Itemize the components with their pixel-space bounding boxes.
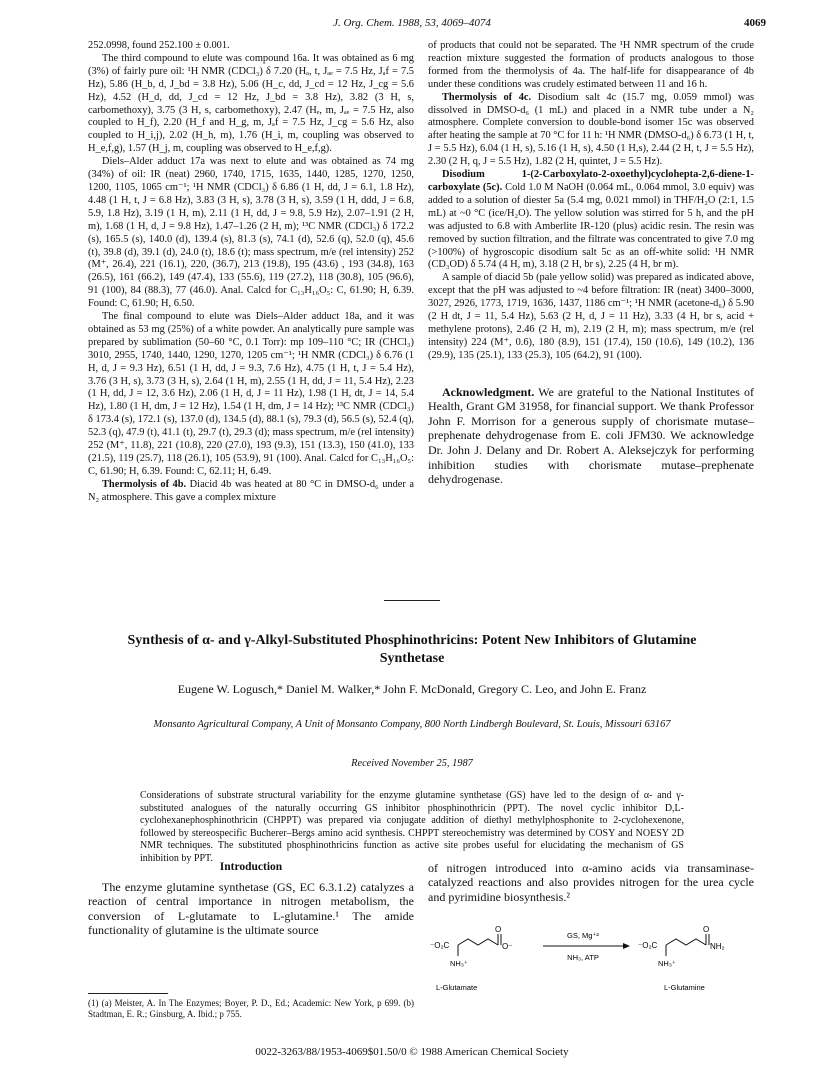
glutamate-ammonium-label: NH₃⁺: [450, 959, 468, 968]
glutamine-amide-label: NH₂: [710, 942, 725, 951]
paragraph: of nitrogen introduced into α-amino acids via transaminase-catalyzed reactions and also provides nitrogen for the urea cycle and pyrimidine biosynthesis.²: [428, 861, 754, 904]
glutamate-carboxylate-label: ⁻O₂C: [430, 941, 450, 950]
article-affiliation: Monsanto Agricultural Company, A Unit of Monsanto Company, 800 North Lindbergh Boulevard, St. Louis, Missouri 63167: [153, 719, 671, 730]
glutamine-label: L-Glutamine: [664, 983, 705, 992]
paragraph-thermolysis-4c: [428, 92, 754, 169]
left-column: [88, 40, 414, 505]
reagent-above-arrow: GS, Mg⁺²: [567, 931, 599, 940]
glutamine-carboxylate-label: ⁻O₂C: [638, 941, 658, 950]
right-column: [428, 40, 754, 487]
paragraph-disodium: [428, 169, 754, 272]
journal-citation: J. Org. Chem. 1988, 53, 4069–4074: [333, 17, 491, 29]
run-in-heading: Acknowledgment.: [442, 384, 535, 399]
paragraph: Diels–Alder adduct 17a was next to elute and was obtained as 74 mg (34%) of oil: IR (neat) 2960, 1740, 1715, 1635, 1440, 1285, 1270, 1250, 1200, 1105, 1065 cm⁻¹; ¹H NMR (CDCl₃) δ 6.86 (1 H, dd, J = 6.1, 1.8 Hz), 4.48 (1 H, t, J = 6.8 Hz), 3.83 (3 H, s), 3.78 (3 H, s), 3.59 (1 H, ddd, J = 6.8, 5.9, 1.8 Hz), 3.19 (1 H, m), 2.11 (1 H, dd, J = 9.8, 5.9 Hz), 2.07–1.91 (2 H, m), 1.68 (1 H, d, J = 9.8 Hz), 1.47–1.26 (2 H, m); ¹³C NMR (CDCl₃) δ 172.2 (s), 165.5 (s), 140.0 (d), 139.4 (s), 81.3 (s), 74.1 (d), 52.6 (q), 52.0 (q), 45.6 (t), 39.8 (d), 39.1 (d), 24.0 (t), 18.6 (t); mass spectrum, m/e (rel intensity) 252 (M⁺, 26.4), 221 (16.1), 220, (36.7), 213 (19.8), 195 (43.6) , 193 (34.8), 163 (26.5), 161 (66.2), 149 (47.4), 133 (55.6), 119 (27.2), 118 (30.8), 105 (96.6), 91 (100), 84 (88.3), 77 (46.0). Anal. Calcd for C₁₃H₁₆O₅: C, 61.90; H, 6.39. Found: C, 61.90; H, 6.50.: [88, 156, 414, 310]
received-date: Received November 25, 1987: [351, 758, 473, 769]
glutamate-oxygen-label: O: [495, 925, 502, 934]
paragraph: The third compound to elute was compound 16a. It was obtained as 6 mg (3%) of fairly pure oil: ¹H NMR (CDCl₃) δ 7.20 (Hₐ, t, Jₐₑ = 7.5 Hz, Jₐf = 7.5 Hz), 5.86 (H_b, d, J_bd = 3.8 Hz), 5.06 (H_c, dd, J_cd = 12 Hz, J_cg = 5.6 Hz), 4.52 (H_d, dd, J_cd = 12 Hz, J_bd = 3.8 Hz), 3.82 (3 H, s, carbomethoxy), 3.75 (3 H, s, carbomethoxy), 2.47 (Hₑ, m, Jₐₑ = 7.5 Hz, also coupled to H_f), 2.20 (H_f and H_g, m, Jₐf = 7.5 Hz, J_cg = 5.6 Hz, also coupled to H_i,j), 2.02 (H_h, m), 1.76 (H_i, m, coupling was observed to H_e,f,g), 1.57 (H_j, m, coupling was observed to H_e,f,g).: [88, 52, 414, 155]
introduction-heading: Introduction: [219, 861, 283, 873]
abstract: Considerations of substrate structural variability for the enzyme glutamine synthetase (GS) have led to the design of α- and γ-substituted analogues of the naturally occurring GS inhibitor phosphinothricin (PPT). The novel cyclic inhibitor D,L-cyclohexanephosphinothricin (CHPPT) was prepared via conjugate addition of diethyl methylphosphonite to 2-cyclohexenone, followed by stereospecific Bucherer–Bergs amino acid synthesis. CHPPT stereochemistry was determined by COSY and NOESY 2D NMR techniques. The substituted phosphinothricins function as active site probes useful for elucidating the mechanism of GS inhibition by PPT.: [140, 790, 684, 864]
paragraph: A sample of diacid 5b (pale yellow solid) was prepared as indicated above, except that the pH was adjusted to ~4 before filtration: IR (neat) 3400–3000, 3027, 2926, 1773, 1719, 1636, 1437, 1186 cm⁻¹; ¹H NMR (acetone-d₆) δ 5.90 (2 H dt, J = 11, 5.4 Hz), 5.63 (2 H, d, J = 11 Hz), 3.33 (4 H, br s, acid + methylene protons), 2.46 (2 H, m), 2.19 (2 H, m); mass spectrum, m/e (rel intensity) 224 (M⁺, 0.6), 180 (8.9), 151 (17.4), 150 (10.6), 149 (10.2), 136 (29.9), 135 (25.1), 133 (25.3), 105 (64.2), 91 (100).: [428, 272, 754, 361]
footnote-rule: [88, 993, 168, 994]
run-in-heading: Thermolysis of 4b.: [102, 478, 187, 490]
reagent-below-arrow: NH₃, ATP: [567, 953, 599, 962]
glutamate-oxide-label: O⁻: [502, 942, 513, 951]
paragraph-text: Diacid 4b was heated at 80 °C in DMSO-d₆ under a N₂ atmosphere. This gave a complex mixture: [88, 478, 414, 503]
page-number: 4069: [744, 17, 766, 29]
paragraph: The enzyme glutamine synthetase (GS, EC 6.3.1.2) catalyzes a reaction of central importance in nitrogen metabolism, the conversion of L-glutamate to L-glutamine.¹ The amide functionality of glutamine is the ultimate source: [88, 880, 414, 938]
article-title: Synthesis of α- and γ-Alkyl-Substituted Phosphinothricins: Potent New Inhibitors of Glutamine Synthetase: [127, 633, 697, 666]
reaction-scheme-svg: [428, 920, 754, 1000]
glutamate-label: L-Glutamate: [436, 983, 478, 992]
glutamate-structure: [458, 934, 501, 956]
footnote: (1) (a) Meister, A. In The Enzymes; Boyer, P. D., Ed.; Academic: New York, p 699. (b) Stadtman, E. R.; Ginsburg, A. Ibid.; p 755.: [88, 998, 414, 1020]
paragraph-text: We are grateful to the National Institutes of Health, Grant GM 31958, for financial support. We thank Professor John F. Morrison for a generous supply of chorismate mutase–prephenate dehydrogenase from E. coli JFM30. We acknowledge Dr. John J. Delany and Dr. Robert A. Aleksejczyk for performing inhibition studies with chorismate mutase–prephenate dehydrogenase.: [428, 384, 754, 487]
paragraph: of products that could not be separated. The ¹H NMR spectrum of the crude reaction mixture suggested the formation of products analogous to those formed from the thermolysis of 4a. The half-life for disappearance of 4b under these conditions was crudely estimated between 11 and 16 h.: [428, 40, 754, 90]
glutamine-oxygen-label: O: [703, 925, 710, 934]
glutamine-ammonium-label: NH₃⁺: [658, 959, 676, 968]
reaction-scheme: [428, 920, 754, 1000]
paragraph-thermolysis-4b: [88, 479, 414, 505]
article-authors: Eugene W. Logusch,* Daniel M. Walker,* John F. McDonald, Gregory C. Leo, and John E. Franz: [177, 682, 647, 696]
run-in-heading: Thermolysis of 4c.: [442, 91, 532, 103]
paragraph: The final compound to elute was Diels–Alder adduct 18a, and it was obtained as 53 mg (25%) of a white powder. An analytically pure sample was prepared by sublimation (50–60 °C, 0.1 Torr): mp 109–110 °C; IR (CHCl₃) 3010, 2955, 1740, 1440, 1290, 1270, 1205 cm⁻¹; ¹H NMR (CDCl₃) δ 6.76 (1 H, d, J = 9.3 Hz), 6.51 (1 H, dd, J = 9.3, 7.6 Hz), 4.75 (1 H, t, J = 5.4 Hz), 3.76 (3 H, s), 3.73 (3 H, s), 2.64 (1 H, m), 2.55 (1 H, dd, J = 11, 5.4 Hz), 2.23 (1 H, dd, J = 12, 3.6 Hz), 2.06 (1 H, d, J = 11 Hz), 1.98 (1 H, dt, J = 14, 5.4 Hz), 1.80 (1 H, dm, J = 12 Hz), 1.54 (1 H, dm, J = 14 Hz); ¹³C NMR (CDCl₃) δ 173.4 (s), 172.1 (s), 137.0 (d), 134.5 (d), 88.1 (s), 79.3 (d), 56.5 (s), 52.4 (q), 52.3 (q), 47.9 (t), 41.1 (t), 29.7 (t), 29.3 (d); mass spectrum, m/e (rel intensity) 252 (M⁺, 11.8), 221 (10.8), 220 (27.0), 193 (9.3), 151 (13.3), 150 (41.0), 133 (21.5), 119 (25.7), 118 (26.1), 105 (53.9), 91 (100). Anal. Calcd for C₁₃H₁₆O₅: C, 61.90; H, 6.39. Found: C, 62.11; H, 6.49.: [88, 311, 414, 477]
reaction-arrow-head: [623, 943, 630, 949]
paragraph-text: Disodium salt 4c (15.7 mg, 0.059 mmol) was dissolved in DMSO-d₆ (1 mL) and placed in a NMR tube under a N₂ atmosphere. Complete conversion to double-bond isomer 15c was observed after heating the sample at 70 °C for 11 h: ¹H NMR (DMSO-d₆) δ 6.73 (1 H, t, J = 5.5 Hz), 6.04 (1 H, s), 5.16 (1 H, s), 4.50 (1 H,s), 2.44 (2 H, t, J = 5.5 Hz), 2.30 (2 H, q, J = 5.5 Hz), 1.82 (2 H, quintet, J = 5.5 Hz).: [428, 91, 754, 168]
page-footer: 0022-3263/88/1953-4069$01.50/0 © 1988 American Chemical Society: [255, 1046, 569, 1058]
acknowledgment: [428, 385, 754, 487]
section-divider: [384, 600, 440, 601]
glutamine-structure: [666, 934, 709, 956]
run-in-heading: Disodium 1-(2-Carboxylato-2-oxoethyl)cyclohepta-2,6-diene-1-carboxylate (5c).: [428, 169, 754, 193]
paragraph: 252.0998, found 252.100 ± 0.001.: [88, 40, 230, 51]
paragraph-text: Cold 1.0 M NaOH (0.064 mL, 0.064 mmol, 3.0 equiv) was added to a solution of diester 5a (5.4 mg, 0.021 mmol) in THF/H₂O (2:1, 1.5 mL) at ~0 °C (ice/H₂O). The yellow solution was stirred for 5 h, and the pH was adjusted to 6.8 with Amberlite IR-120 (plus) acidic resin. The resin was removed by suction filtration, and the filtrate was concentrated to give 7.0 mg (>100%) of hygroscopic disodium salt 5c as an off-white solid: ¹H NMR (CD₃OD) δ 5.74 (4 H, m), 3.18 (2 H, br s), 2.25 (4 H, br m).: [428, 181, 754, 271]
introduction-right-column: [428, 861, 754, 904]
introduction-left-column: [88, 880, 414, 938]
